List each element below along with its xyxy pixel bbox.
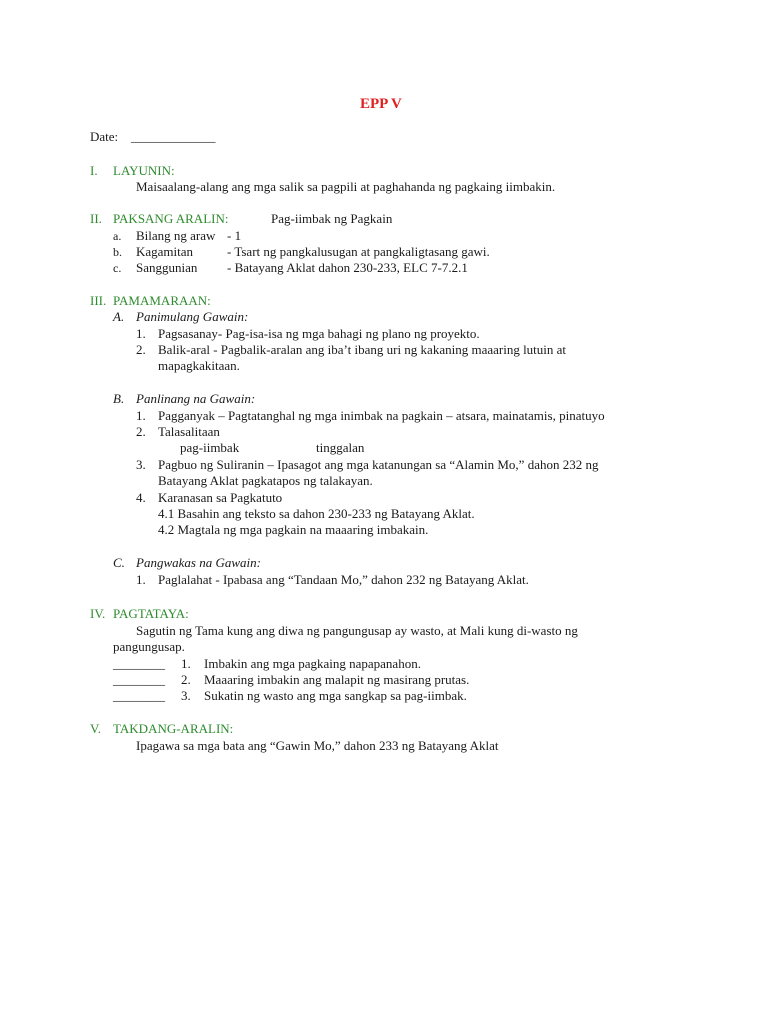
subsection-letter-c: C. bbox=[113, 555, 125, 570]
paksa-topic: Pag-iimbak ng Pagkain bbox=[271, 211, 393, 226]
list-number: 3. bbox=[181, 688, 191, 703]
vocabulary-word: tinggalan bbox=[316, 440, 365, 455]
list-number: 3. bbox=[136, 457, 146, 472]
paksa-item-letter: a. bbox=[113, 229, 122, 243]
subsection-title-pangwakas: Pangwakas na Gawain: bbox=[136, 555, 261, 570]
paksa-item-value: - 1 bbox=[227, 228, 242, 243]
subsection-letter-a: A. bbox=[113, 309, 125, 324]
list-number: 2. bbox=[136, 424, 146, 439]
layunin-text: Maisaalang-alang ang mga salik sa pagpili at paghahanda ng pagkaing iimbakin. bbox=[136, 179, 556, 194]
list-number: 2. bbox=[136, 342, 146, 357]
subsection-title-panlinang: Panlinang na Gawain: bbox=[136, 391, 256, 406]
section-number-i: I. bbox=[90, 163, 98, 178]
list-item: Paglalahat - Ipabasa ang “Tandaan Mo,” dahon 232 ng Batayang Aklat. bbox=[158, 572, 529, 587]
list-number: 1. bbox=[181, 656, 191, 671]
section-heading-pagtataya: PAGTATAYA: bbox=[113, 606, 189, 621]
list-item: Pagsasanay- Pag-isa-isa ng mga bahagi ng plano ng proyekto. bbox=[158, 326, 480, 341]
answer-blank: ________ bbox=[113, 672, 165, 687]
list-item-continuation: mapagkakitaan. bbox=[158, 358, 240, 373]
paksa-item-label: Sanggunian bbox=[136, 260, 198, 275]
list-number: 1. bbox=[136, 408, 146, 423]
section-number-iv: IV. bbox=[90, 606, 106, 621]
vocabulary-word: pag-iimbak bbox=[180, 440, 240, 455]
pagtataya-instruction-continuation: pangungusap. bbox=[113, 639, 185, 654]
list-item: Pagganyak – Pagtatanghal ng mga inimbak na pagkain – atsara, mainatamis, pinatuyo bbox=[158, 408, 605, 423]
subsection-title-panimulang: Panimulang Gawain: bbox=[136, 309, 249, 324]
answer-blank: ________ bbox=[113, 688, 165, 703]
section-heading-layunin: LAYUNIN: bbox=[113, 163, 175, 178]
list-number: 4. bbox=[136, 490, 146, 505]
list-number: 1. bbox=[136, 572, 146, 587]
list-item: Balik-aral - Pagbalik-aralan ang iba’t ibang uri ng kakaning maaaring lutuin at bbox=[158, 342, 567, 357]
paksa-item-letter: b. bbox=[113, 245, 122, 259]
section-number-iii: III. bbox=[90, 293, 107, 308]
list-number: 1. bbox=[136, 326, 146, 341]
paksa-item-letter: c. bbox=[113, 261, 122, 275]
section-heading-pamamaraan: PAMAMARAAN: bbox=[113, 293, 211, 308]
paksa-item-value: - Batayang Aklat dahon 230-233, ELC 7-7.2.1 bbox=[227, 260, 468, 275]
date-label: Date: bbox=[90, 129, 119, 144]
paksa-item-label: Bilang ng araw bbox=[136, 228, 216, 243]
quiz-item: Imbakin ang mga pagkaing napapanahon. bbox=[204, 656, 421, 671]
answer-blank: ________ bbox=[113, 656, 165, 671]
section-heading-paksang-aralin: PAKSANG ARALIN: bbox=[113, 211, 229, 226]
section-heading-takdang-aralin: TAKDANG-ARALIN: bbox=[113, 721, 234, 736]
list-item: Talasalitaan bbox=[158, 424, 220, 439]
paksa-item-value: - Tsart ng pangkalusugan at pangkaligtasang gawi. bbox=[227, 244, 490, 259]
list-item-continuation: Batayang Aklat pagkatapos ng talakayan. bbox=[158, 473, 373, 488]
section-number-v: V. bbox=[90, 721, 101, 736]
takdang-text: Ipagawa sa mga bata ang “Gawin Mo,” dahon 233 ng Batayang Aklat bbox=[136, 738, 499, 753]
pagtataya-instruction: Sagutin ng Tama kung ang diwa ng pangungusap ay wasto, at Mali kung di-wasto ng bbox=[136, 623, 578, 638]
quiz-item: Sukatin ng wasto ang mga sangkap sa pag-iimbak. bbox=[204, 688, 467, 703]
quiz-item: Maaaring imbakin ang malapit ng masirang prutas. bbox=[204, 672, 470, 687]
list-item: Karanasan sa Pagkatuto bbox=[158, 490, 283, 505]
date-blank: _____________ bbox=[131, 129, 216, 144]
document-title: EPP V bbox=[360, 96, 402, 112]
section-number-ii: II. bbox=[90, 211, 102, 226]
paksa-item-label: Kagamitan bbox=[136, 244, 194, 259]
sub-list-item: 4.1 Basahin ang teksto sa dahon 230-233 ng Batayang Aklat. bbox=[158, 506, 475, 521]
sub-list-item: 4.2 Magtala ng mga pagkain na maaaring imbakain. bbox=[158, 522, 429, 537]
list-item: Pagbuo ng Suliranin – Ipasagot ang mga katanungan sa “Alamin Mo,” dahon 232 ng bbox=[158, 457, 599, 472]
list-number: 2. bbox=[181, 672, 191, 687]
subsection-letter-b: B. bbox=[113, 391, 125, 406]
